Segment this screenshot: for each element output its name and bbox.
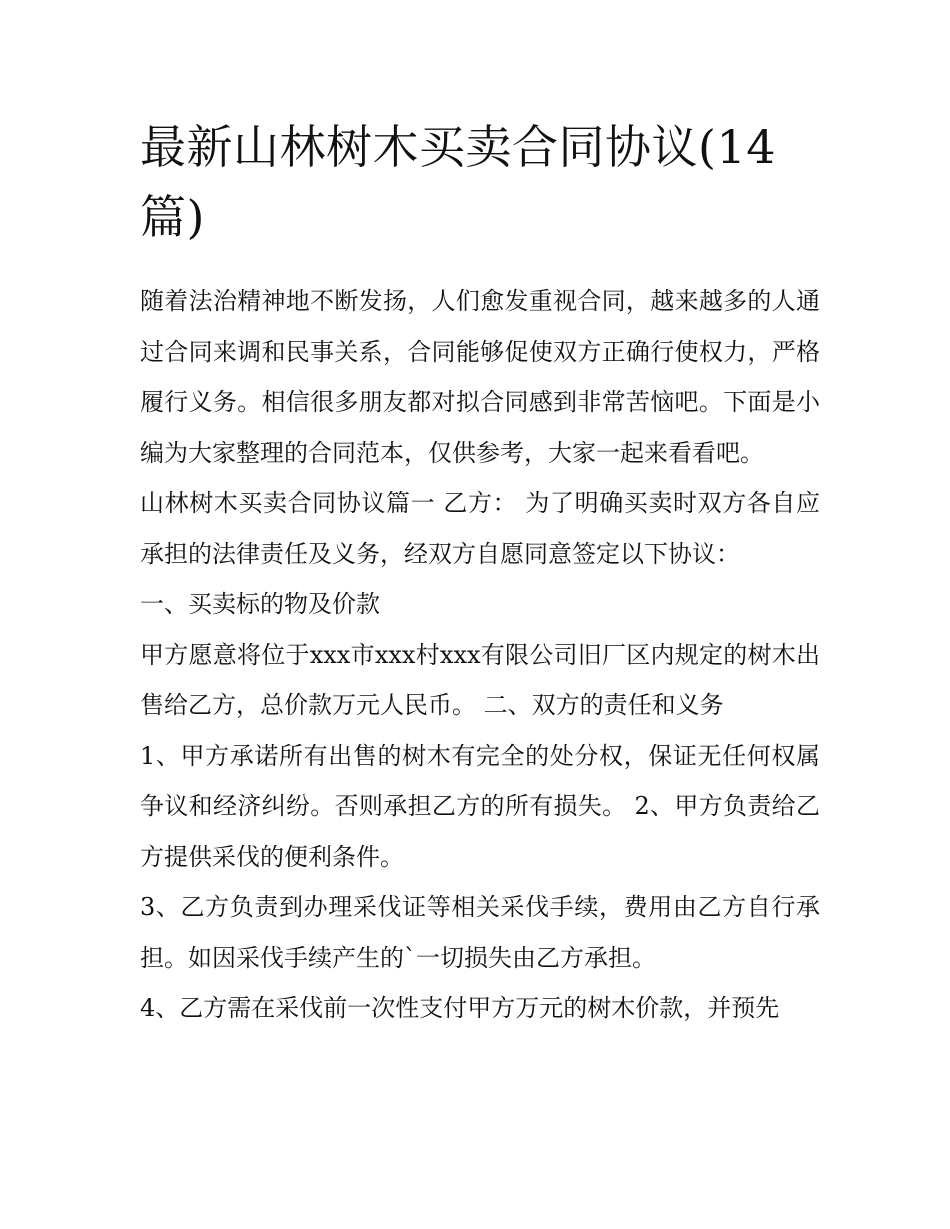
paragraph-sale-terms: 甲方愿意将位于xxx市xxx村xxx有限公司旧厂区内规定的树木出售给乙方，总价款万元人民币。 二、双方的责任和义务 [140,640,820,719]
paragraph-part-one: 山林树木买卖合同协议篇一 乙方： 为了明确买卖时双方各自应承担的法律责任及义务，经双方自愿同意签定以下协议： [140,489,820,568]
paragraph-clause-1-2: 1、甲方承诺所有出售的树木有完全的处分权，保证无任何权属争议和经济纠纷。否则承担乙方的所有损失。 2、甲方负责给乙方提供采伐的便利条件。 [140,741,820,871]
paragraph-section-one-heading: 一、买卖标的物及价款 [140,590,380,618]
paragraph-clause-3: 3、乙方负责到办理采伐证等相关采伐手续，费用由乙方自行承担。如因采伐手续产生的`一切损失由乙方承担。 [140,893,820,972]
document-title: 最新山林树木买卖合同协议(14篇) [140,120,776,244]
paragraph-intro: 随着法治精神地不断发扬，人们愈发重视合同，越来越多的人通过合同来调和民事关系，合同能够促使双方正确行使权力，严格履行义务。相信很多朋友都对拟合同感到非常苦恼吧。下面是小编为大家整理的合同范本，仅供参考，大家一起来看看吧。 [140,287,820,467]
paragraph-clause-4: 4、乙方需在采伐前一次性支付甲方万元的树木价款，并预先 [140,994,780,1022]
document-body [140,276,820,1034]
